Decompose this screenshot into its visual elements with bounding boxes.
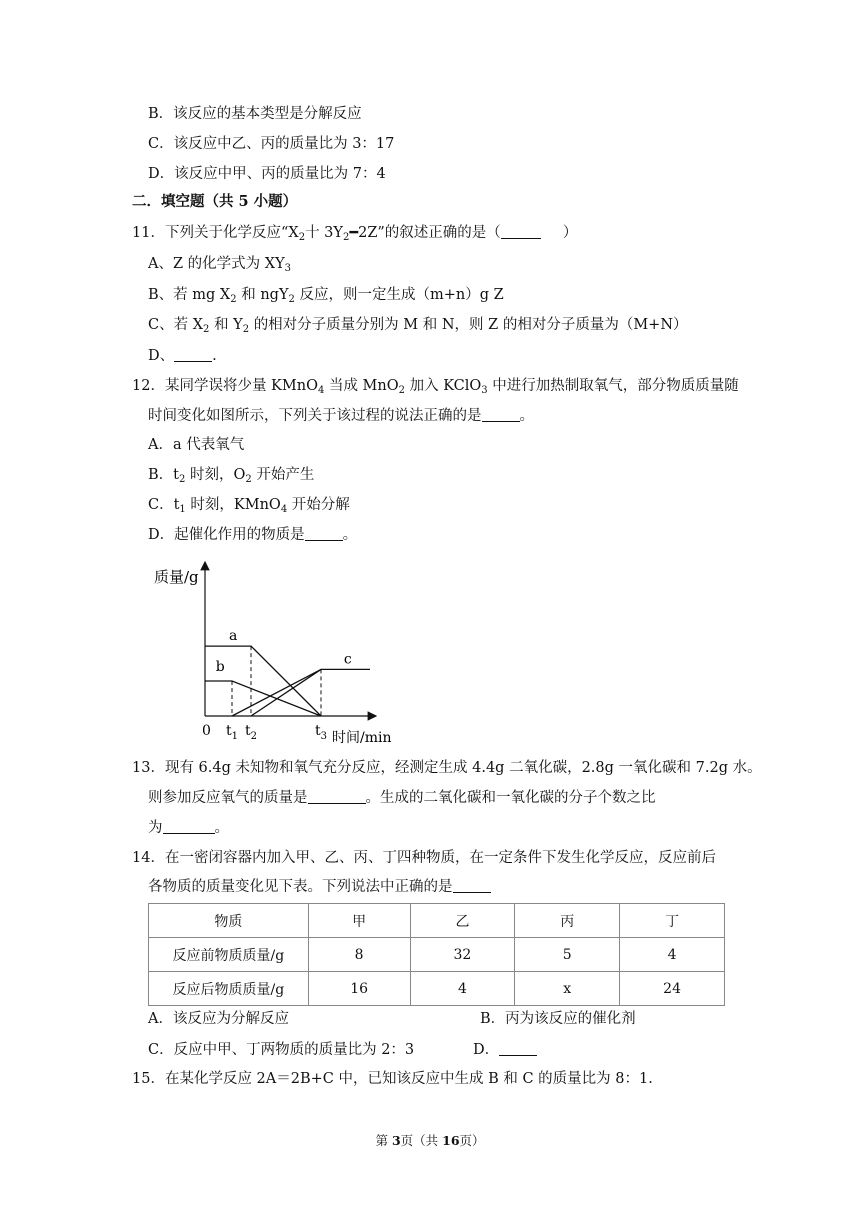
x-tick-labels — [226, 723, 327, 742]
q12-answer-blank[interactable] — [482, 407, 520, 422]
series-line-unlabeled — [232, 669, 321, 716]
x-axis-label: 时间/min — [332, 730, 392, 746]
q12-option-d: D．起催化作用的物质是 。 — [148, 527, 358, 543]
q10-option-c: C．该反应中乙、丙的质量比为 3：17 — [148, 136, 395, 152]
q14-line2: 各物质的质量变化见下表。下列说法中正确的是 — [148, 877, 491, 897]
page-number: 3 — [391, 1133, 401, 1148]
q14-option-d-blank[interactable] — [499, 1041, 537, 1056]
q10-option-b: B．该反应的基本类型是分解反应 — [148, 106, 362, 122]
q14-option-d: D． — [473, 1040, 537, 1060]
q11-option-a: A、Z 的化学式为 $XY_3$ — [148, 256, 292, 274]
mass-time-chart — [148, 556, 398, 748]
table-cell: 16 — [308, 972, 410, 1006]
q12-option-a: A．a 代表氧气 — [148, 437, 245, 453]
q11-stem: 11．下列关于化学反应“$X_2$十 $3Y_2━2Z$”的叙述正确的是（ ） — [132, 225, 578, 243]
q12-option-d-blank[interactable] — [305, 526, 343, 541]
y-axis-label: 质量/g — [154, 568, 199, 586]
q13-line2: 则参加反应氧气的质量是 。生成的二氧化碳和一氧化碳的分子个数之比 — [148, 790, 656, 806]
q12-stem-line2: 时间变化如图所示，下列关于该过程的说法正确的是 。 — [148, 408, 534, 424]
q13-line1: 13．现有 6.4g 未知物和氧气充分反应，经测定生成 4.4g 二氧化碳，2.8g 一氧化碳和 7.2g 水。 — [132, 760, 762, 776]
table-header-cell: 物质 — [149, 904, 309, 938]
guide-lines — [232, 646, 321, 716]
table-cell: 4 — [620, 938, 725, 972]
table-header-cell: 丙 — [515, 904, 620, 938]
table-header-cell: 丁 — [620, 904, 725, 938]
mass-table — [148, 903, 725, 1006]
q11-option-d-blank[interactable] — [174, 347, 212, 362]
series-label-c: c — [343, 651, 352, 668]
q12-option-c: C．$t_1$ 时刻，KMnO$_4$ 开始分解 — [148, 497, 350, 515]
table-cell: 反应后物质质量/g — [149, 972, 309, 1006]
table-header-row — [149, 904, 725, 938]
series-label-b: b — [215, 659, 225, 676]
series-labels — [216, 628, 352, 675]
table-cell: 4 — [410, 972, 515, 1006]
q11-option-d: D、 . — [148, 348, 217, 364]
table-row — [149, 972, 725, 1006]
q14-answer-blank[interactable] — [453, 878, 491, 893]
q14-option-a: A．该反应为分解反应 — [148, 1011, 289, 1027]
q14-line1: 14．在一密闭容器内加入甲、乙、丙、丁四种物质，在一定条件下发生化学反应，反应前后 — [132, 850, 716, 866]
x-tick-label-t1: $t_1$ — [226, 723, 239, 742]
q13-ratio-blank[interactable] — [163, 819, 215, 834]
q13-line3: 为 。 — [148, 820, 229, 836]
table-cell: 5 — [515, 938, 620, 972]
table-row — [149, 938, 725, 972]
q11-option-b: B、若 mg $X_2$ 和 ngY$_2$ 反应，则一定生成（m+n）g Z — [148, 287, 504, 305]
origin-label: 0 — [202, 723, 211, 739]
series-label-a: a — [229, 628, 238, 645]
table-cell: 24 — [620, 972, 725, 1006]
q15-line1: 15．在某化学反应 2A＝2B+C 中，已知该反应中生成 B 和 C 的质量比为 8：1. — [132, 1071, 653, 1087]
q14-option-b: B．丙为该反应的催化剂 — [480, 1011, 636, 1027]
table-cell: 8 — [308, 938, 410, 972]
series-line-c — [251, 669, 370, 716]
q14-option-c: C．反应中甲、丁两物质的质量比为 2：3 — [148, 1042, 415, 1058]
q12-option-b: B．$t_2$ 时刻，$O_2$ 开始产生 — [148, 467, 315, 485]
q10-option-d: D．该反应中甲、丙的质量比为 7：4 — [148, 166, 386, 182]
table-cell: 反应前物质质量/g — [149, 938, 309, 972]
q11-option-c: C、若 $X_2$ 和 $Y_2$ 的相对分子质量分别为 M 和 N，则 Z 的相对分子质量为（M+N） — [148, 317, 688, 335]
q11-answer-blank[interactable] — [501, 224, 541, 239]
table-cell: 32 — [410, 938, 515, 972]
x-tick-label-t3: $t_3$ — [315, 723, 328, 742]
table-cell: x — [515, 972, 620, 1006]
table-header-cell: 乙 — [410, 904, 515, 938]
page-footer: 第 3页（共 16页） — [375, 1133, 485, 1148]
x-tick-label-t2: $t_2$ — [245, 723, 258, 742]
q13-oxygen-blank[interactable] — [308, 789, 366, 804]
section-title: 二．填空题（共 5 小题） — [132, 193, 298, 210]
table-header-cell: 甲 — [308, 904, 410, 938]
total-pages: 16 — [442, 1133, 460, 1148]
q12-stem-line1: 12．某同学误将少量 KMnO$_4$ 当成 MnO$_2$ 加入 KClO$_3$ 中进行加热制取氧气，部分物质质量随 — [132, 378, 739, 396]
